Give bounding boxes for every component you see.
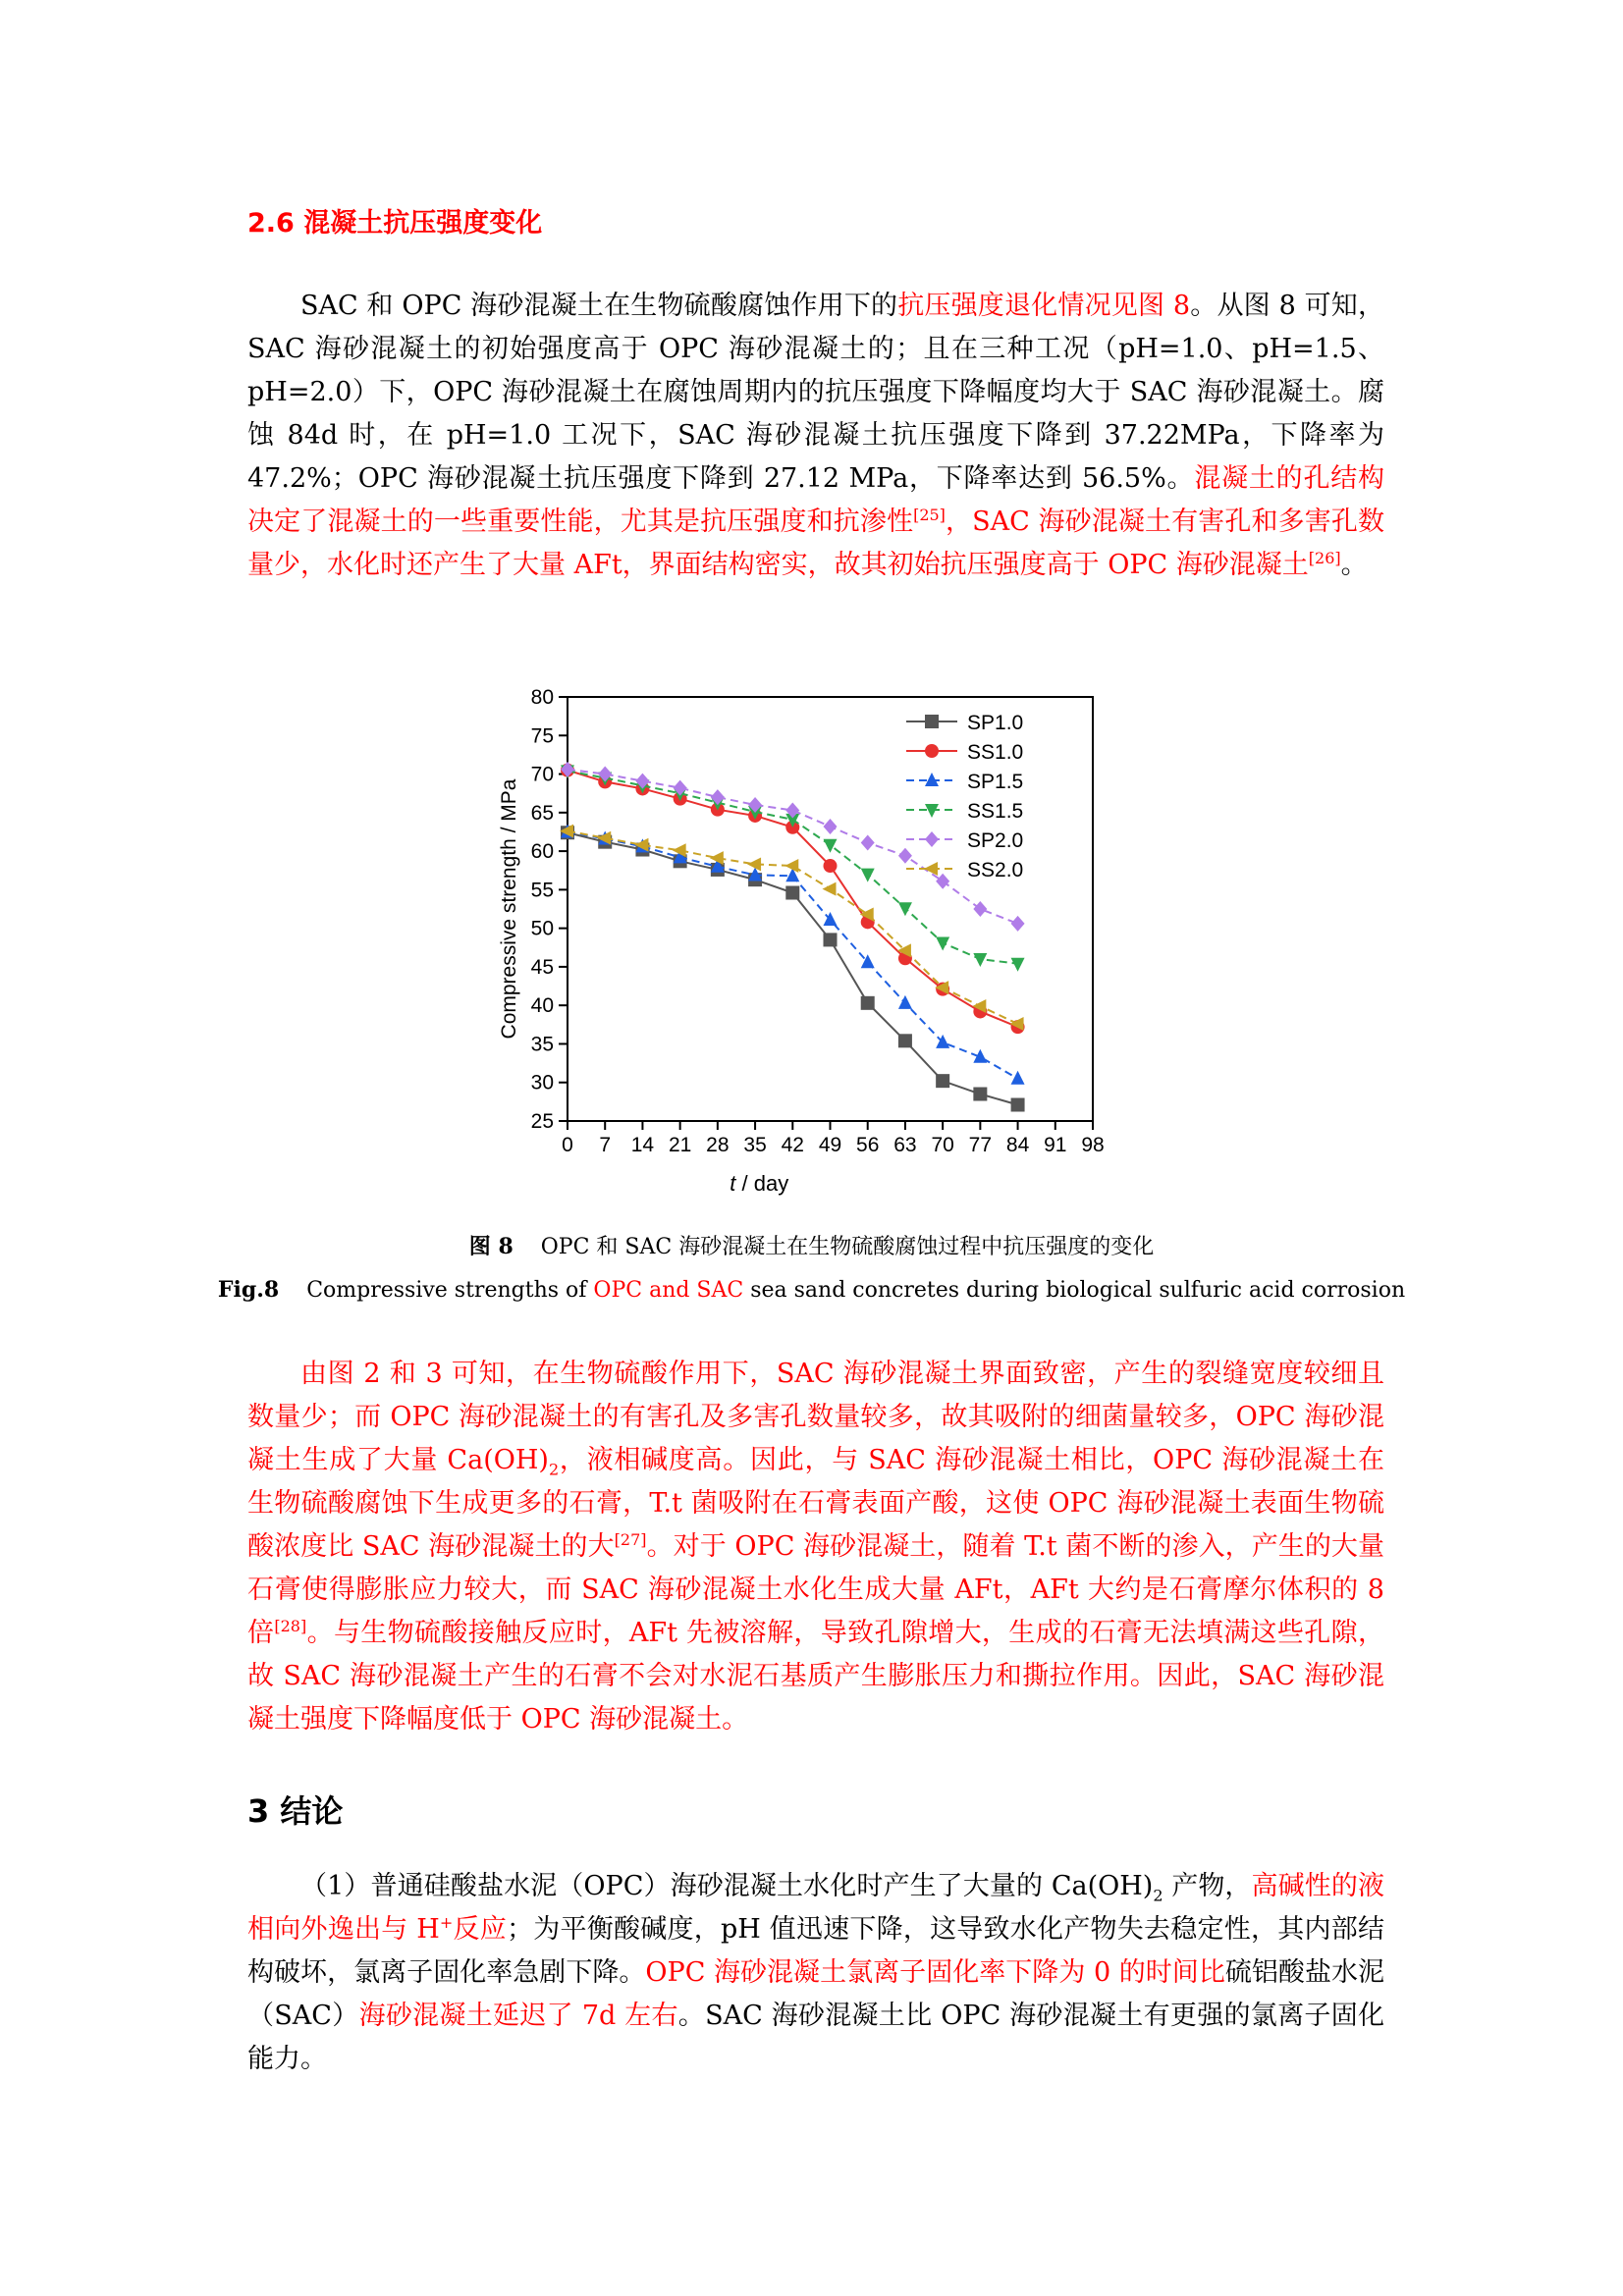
para1-text-3: 混凝土的孔结构决定了混凝土的一些重要性能，尤其是抗压强度和抗渗性 [247,463,1385,537]
x-tick-label: 7 [599,1134,612,1156]
para2-text-3: 。对于 OPC 海砂混凝土，随着 T.t 菌不断的渗入，产生的大量石膏使得膨胀应力较大，而 SAC 海砂混凝土水化生成大量 AFt，AFt 大约是石膏摩尔体积的 8 倍 [247,1531,1384,1648]
x-axis-label-variable: t [730,1171,736,1196]
figure-caption-en-text-b: sea sand concretes during biological sulfuric acid corrosion [743,1278,1406,1303]
figure-caption-en-text-a: Compressive strengths of [306,1278,594,1303]
data-point-ss1-5 [1011,958,1025,972]
para1-text-4: ，SAC 海砂混凝土有害孔和多害孔数量少，水化时还产生了大量 AFt，界面结构密实，故其初始抗压强度高于 OPC 海砂混凝土 [247,507,1384,580]
figure-label-cn: 图 8 [468,1234,514,1259]
para3-text-1: （1）普通硅酸盐水泥（OPC）海砂混凝土水化时产生了大量的 Ca(OH) [300,1871,1154,1901]
data-point-sp1-5 [1011,1071,1025,1085]
chart-plot-area [498,686,1105,1196]
y-tick-label: 60 [530,840,554,864]
legend-label-sp1-0: SP1.0 [967,712,1024,734]
data-point-ss2-0 [747,857,761,871]
legend-label-ss1-0: SS1.0 [967,741,1024,764]
legend-label-ss2-0: SS2.0 [967,859,1024,881]
y-tick-label: 50 [530,917,554,940]
citation-26[interactable]: [26] [1308,549,1341,567]
figure-label-en: Fig.8 [217,1277,280,1303]
para2-subscript: 2 [548,1460,560,1479]
legend-label-sp2-0: SP2.0 [967,829,1024,852]
legend-label-sp1-5: SP1.5 [967,771,1024,793]
legend-marker-sp1-0 [925,715,939,728]
data-point-ss1-5 [936,937,949,951]
series-line-sp2-0 [568,770,1018,924]
data-point-sp1-0 [898,1034,912,1047]
data-point-ss1-5 [973,953,987,967]
para1-text-5: 。 [1340,550,1368,580]
data-point-ss2-0 [823,882,837,896]
y-axis-label: Compressive strength / MPa [498,778,520,1040]
citation-27[interactable]: [27] [614,1530,647,1549]
para1-text-1: SAC 和 OPC 海砂混凝土在生物硫酸腐蚀作用下的 [300,291,898,321]
y-tick-label: 80 [530,686,554,709]
legend-marker-ss1-0 [925,744,939,758]
para3-text-4: 反应 [453,1914,507,1945]
data-point-sp2-0 [674,780,687,796]
x-tick-label: 21 [668,1134,692,1156]
x-tick-label: 56 [856,1134,880,1156]
citation-28[interactable]: [28] [274,1617,307,1635]
data-point-ss1-5 [898,902,912,916]
data-point-sp1-0 [785,886,799,900]
data-point-ss1-5 [861,869,875,882]
x-axis-label [730,1171,788,1196]
para3-highlight-delay-a: OPC 海砂混凝土氯离子固化率下降为 0 的时间比 [645,1957,1225,1988]
para3-superscript: + [439,1913,454,1932]
para3-text-9: 。SAC 海砂混凝土比 OPC 海砂混凝土有更强的氯离子固化能力。 [247,2001,1384,2074]
x-tick-label: 91 [1044,1134,1067,1156]
data-point-sp2-0 [973,901,987,917]
data-point-sp2-0 [898,848,912,864]
data-point-sp1-0 [973,1088,987,1101]
x-tick-label: 84 [1005,1134,1030,1156]
x-tick-label: 63 [893,1134,917,1156]
legend-marker-ss2-0 [924,862,938,876]
para1-text-2: 。从图 8 可知，SAC 海砂混凝土的初始强度高于 OPC 海砂混凝土的；且在三种工况（pH=1.0、pH=1.5、pH=2.0）下，OPC 海砂混凝土在腐蚀周期内的抗压强度下降幅度均大于 SAC 海砂混凝土。腐蚀 84d 时，在 pH=1.0 工况下，SAC 海砂混凝土抗压强度下降到 37.22MPa，下降率为 47.2%；OPC 海砂混凝土抗压强度下降到 27.12 MPa，下降率达到 56.5%。 [247,291,1384,494]
data-point-sp2-0 [748,797,762,813]
x-tick-label: 42 [781,1134,804,1156]
data-point-sp1-0 [936,1074,949,1088]
para2-text-4: 。与生物硫酸接触反应时，AFt 先被溶解，导致孔隙增大，生成的石膏无法填满这些孔隙，故 SAC 海砂混凝土产生的石膏不会对水泥石基质产生膨胀压力和撕拉作用。因此，SAC 海砂混凝土强度下降幅度低于 OPC 海砂混凝土。 [247,1618,1385,1735]
figure-caption-en [0,1277,1623,1303]
paragraph-compressive-strength [247,285,1384,587]
y-tick-label: 45 [530,955,554,979]
citation-25[interactable]: [25] [913,506,946,524]
paragraph-conclusion-1 [247,1865,1384,2081]
data-point-sp2-0 [861,834,875,850]
y-tick-label: 55 [530,879,554,902]
x-tick-label: 28 [706,1134,730,1156]
para3-text-3: 高碱性的液相向外逸出与 H [247,1871,1384,1945]
data-point-sp1-5 [898,995,912,1009]
y-tick-label: 25 [530,1110,554,1133]
paragraph-mechanism [247,1353,1384,1741]
x-tick-label: 77 [968,1134,993,1156]
x-tick-label: 35 [743,1134,767,1156]
figure-caption-en-highlight: OPC and SAC [593,1278,744,1303]
data-point-sp1-0 [1011,1098,1025,1112]
para3-subscript: 2 [1153,1886,1163,1905]
x-tick-label: 70 [931,1134,954,1156]
para2-text-1: 由图 2 和 3 可知，在生物硫酸作用下，SAC 海砂混凝土界面致密，产生的裂缝宽度较细且数量少；而 OPC 海砂混凝土的有害孔及多害孔数量较多，故其吸附的细菌量较多，OPC 海砂混凝土生成了大量 Ca(OH) [247,1359,1384,1475]
para3-text-2: 产物， [1163,1871,1252,1901]
data-point-sp2-0 [711,789,725,805]
data-point-sp1-0 [861,996,875,1010]
data-point-sp2-0 [1011,916,1025,932]
data-point-ss1-5 [824,839,838,853]
para3-text-7: 硫铝酸盐水泥（SAC） [247,1957,1385,2031]
data-point-sp1-5 [824,912,838,926]
para3-text-5: ；为平衡酸碱度，pH 值迅速下降，这导致水化产物失去稳定性，其内部结构破坏，氯离子固化率急剧下降。 [247,1914,1384,1988]
x-tick-label: 0 [562,1134,573,1156]
para1-highlight-figure-ref: 抗压强度退化情况见图 8 [897,291,1191,321]
section-heading-3: 3 结论 [247,1792,344,1830]
data-point-sp1-0 [824,933,838,946]
y-tick-label: 40 [530,994,554,1018]
y-tick-label: 35 [530,1033,554,1056]
legend-marker-sp2-0 [925,831,939,847]
x-axis-label-unit: / day [735,1171,789,1196]
section-heading-2-6: 2.6 混凝土抗压强度变化 [247,208,543,239]
data-point-sp2-0 [824,819,838,834]
legend-label-ss1-5: SS1.5 [967,800,1024,823]
y-tick-label: 75 [530,724,554,748]
figure-caption-cn [0,1230,1623,1260]
y-tick-label: 30 [530,1071,554,1095]
data-point-ss1-0 [824,859,838,873]
compressive-strength-chart [486,677,1134,1207]
para2-text-2: ，液相碱度高。因此，与 SAC 海砂混凝土相比，OPC 海砂混凝土在生物硫酸腐蚀下生成更多的石膏，T.t 菌吸附在石膏表面产酸，这使 OPC 海砂混凝土表面生物硫酸浓度比 SAC 海砂混凝土的大 [247,1445,1384,1562]
series-line-ss2-0 [568,831,1018,1024]
x-tick-label: 49 [818,1134,842,1156]
data-point-sp2-0 [936,874,949,889]
x-tick-label: 98 [1081,1134,1105,1156]
figure-caption-cn-text: OPC 和 SAC 海砂混凝土在生物硫酸腐蚀过程中抗压强度的变化 [540,1235,1155,1259]
y-tick-label: 65 [530,801,554,825]
y-tick-label: 70 [530,763,554,786]
x-tick-label: 14 [630,1134,655,1156]
para3-highlight-delay-b: 海砂混凝土延迟了 7d 左右 [358,2001,678,2031]
